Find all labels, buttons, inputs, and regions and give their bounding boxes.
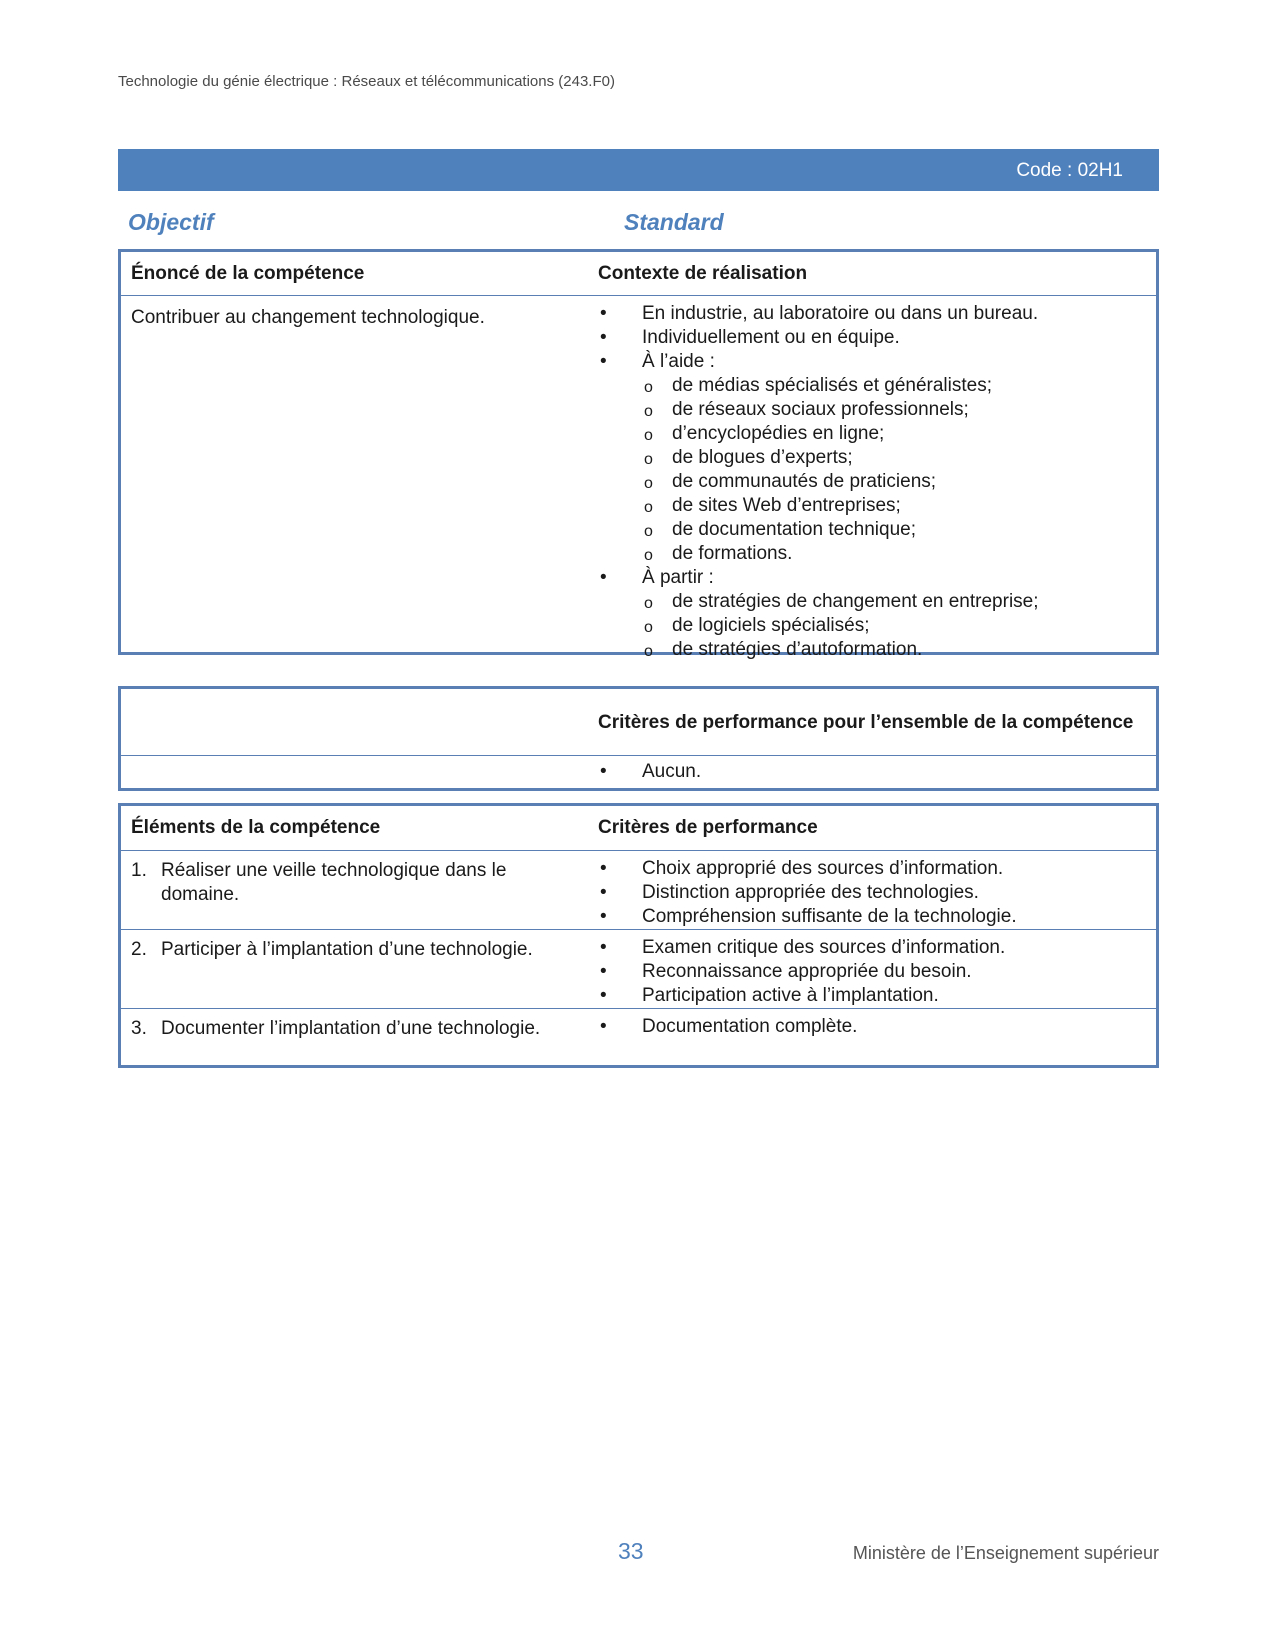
element-text: Documenter l’implantation d’une technologie. (161, 1018, 541, 1039)
element-text: Participer à l’implantation d’une technologie. (161, 939, 533, 960)
competence-statement-header: Énoncé de la compétence (131, 262, 365, 284)
performance-criterion: • Compréhension suffisante de la technologie. (598, 905, 1148, 929)
element-number: 2. (131, 939, 147, 960)
context-subitem: o de stratégies de changement en entreprise; (642, 590, 1148, 614)
context-item (598, 326, 1148, 350)
context-item (598, 566, 1148, 662)
overall-criterion: • Aucun. (598, 760, 1148, 784)
context-subitem: o de médias spécialisés et généralistes; (642, 374, 1148, 398)
overall-criteria-list (598, 760, 1148, 784)
context-subitem: o de communautés de praticiens; (642, 470, 1148, 494)
overall-criteria-header: Critères de performance pour l’ensemble de la compétence (598, 712, 1134, 733)
context-subitem: o de sites Web d’entreprises; (642, 494, 1148, 518)
element-text: Réaliser une veille technologique dans le domaine. (161, 860, 507, 905)
context-item (598, 302, 1148, 326)
context-subitem: o de réseaux sociaux professionnels; (642, 398, 1148, 422)
context-subitem: o de blogues d’experts; (642, 446, 1148, 470)
context-subitem: o d’encyclopédies en ligne; (642, 422, 1148, 446)
ministry-footer: Ministère de l’Enseignement supérieur (852, 1543, 1159, 1563)
program-header: Technologie du génie électrique : Réseaux et télécommunications (243.F0) (118, 73, 615, 90)
code-banner (118, 149, 1159, 191)
context-item-text: Individuellement ou en équipe. (642, 327, 900, 348)
performance-criteria-list (598, 1015, 1148, 1039)
competence-code: Code : 02H1 (1016, 160, 1123, 181)
context-subitem: o de documentation technique; (642, 518, 1148, 542)
element-row (121, 930, 1156, 1009)
context-subitem: o de logiciels spécialisés; (642, 614, 1148, 638)
objective-label: Objectif (128, 209, 214, 235)
context-item-text: À l’aide : (642, 351, 715, 372)
performance-criterion: • Examen critique des sources d’information. (598, 936, 1148, 960)
performance-criteria-list (598, 857, 1148, 929)
context-item-text: À partir : (642, 567, 714, 588)
context-subitem: o de formations. (642, 542, 1148, 566)
performance-criterion: • Distinction appropriée des technologies. (598, 881, 1148, 905)
context-item-text: En industrie, au laboratoire ou dans un bureau. (642, 303, 1039, 324)
performance-criterion: • Participation active à l’implantation. (598, 984, 1148, 1008)
element-row (121, 1009, 1156, 1065)
performance-criteria-list (598, 936, 1148, 1008)
elements-header: Éléments de la compétence (131, 817, 381, 838)
standard-label: Standard (624, 209, 724, 235)
performance-criterion: • Reconnaissance appropriée du besoin. (598, 960, 1148, 984)
context-list (598, 302, 1148, 662)
context-subitem: o de stratégies d’autoformation. (642, 638, 1148, 662)
context-sublist (642, 590, 1148, 662)
competence-statement: Contribuer au changement technologique. (131, 307, 485, 328)
element-row (121, 851, 1156, 930)
performance-criteria-header: Critères de performance (598, 817, 818, 838)
context-header: Contexte de réalisation (598, 262, 808, 284)
competence-table (118, 249, 1159, 660)
context-item (598, 350, 1148, 566)
context-sublist (642, 374, 1148, 566)
elements-table (118, 803, 1159, 1068)
performance-criterion: • Choix approprié des sources d’information. (598, 857, 1148, 881)
page-number: 33 (618, 1538, 644, 1564)
performance-criterion: • Documentation complète. (598, 1015, 1148, 1039)
overall-criteria-table (118, 686, 1159, 791)
element-number: 1. (131, 860, 147, 881)
element-number: 3. (131, 1018, 147, 1039)
